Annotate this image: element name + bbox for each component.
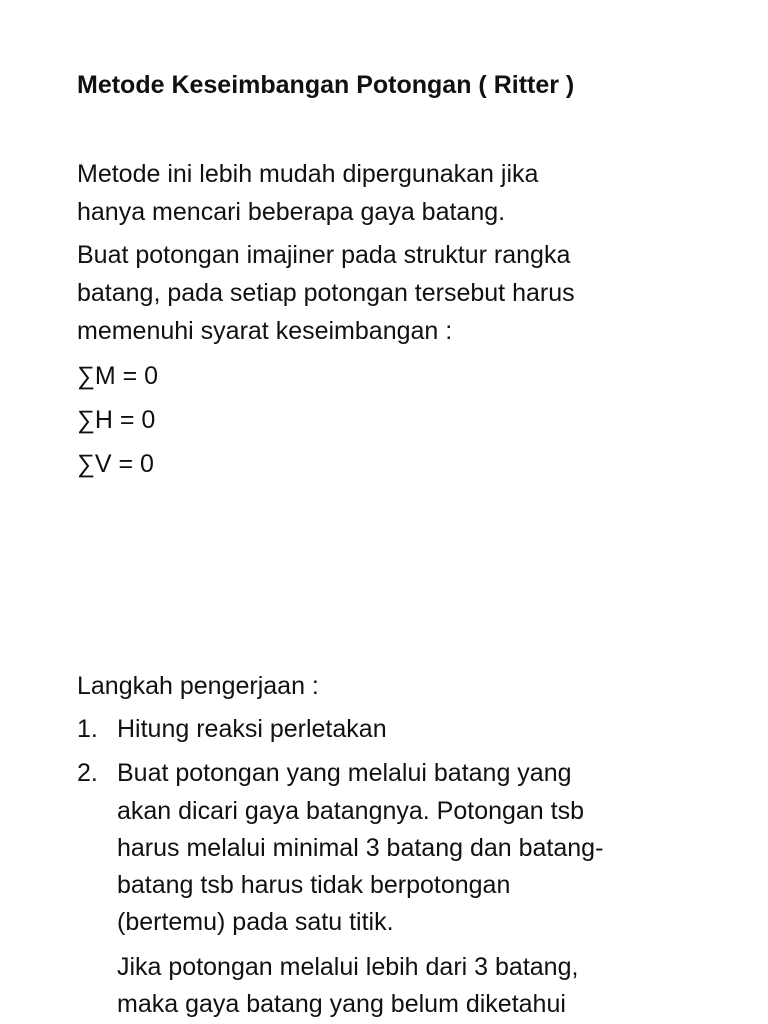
- note-line-1: Jika potongan melalui lebih dari 3 batang,: [117, 953, 579, 981]
- intro-line-1: Metode ini lebih mudah dipergunakan jika: [77, 160, 539, 188]
- step-2-line-3: harus melalui minimal 3 batang dan batang-: [117, 834, 604, 862]
- steps-heading: Langkah pengerjaan :: [77, 672, 319, 700]
- step-2-line-1: Buat potongan yang melalui batang yang: [117, 759, 572, 787]
- equation-moment: ∑M = 0: [77, 362, 159, 390]
- equation-vertical: ∑V = 0: [77, 450, 154, 478]
- page-title: Metode Keseimbangan Potongan ( Ritter ): [77, 71, 575, 99]
- step-1-number: 1.: [77, 715, 98, 743]
- step-1-line-1: Hitung reaksi perletakan: [117, 715, 387, 743]
- intro-line-2: hanya mencari beberapa gaya batang.: [77, 198, 506, 226]
- equation-horizontal: ∑H = 0: [77, 406, 156, 434]
- description-line-2: batang, pada setiap potongan tersebut harus: [77, 279, 575, 307]
- step-2-line-5: (bertemu) pada satu titik.: [117, 908, 394, 936]
- note-line-2: maka gaya batang yang belum diketahui: [117, 990, 566, 1018]
- description-line-1: Buat potongan imajiner pada struktur rangka: [77, 241, 571, 269]
- step-2-number: 2.: [77, 759, 98, 787]
- step-2-line-2: akan dicari gaya batangnya. Potongan tsb: [117, 797, 585, 825]
- step-2-line-4: batang tsb harus tidak berpotongan: [117, 871, 511, 899]
- description-line-3: memenuhi syarat keseimbangan :: [77, 317, 453, 345]
